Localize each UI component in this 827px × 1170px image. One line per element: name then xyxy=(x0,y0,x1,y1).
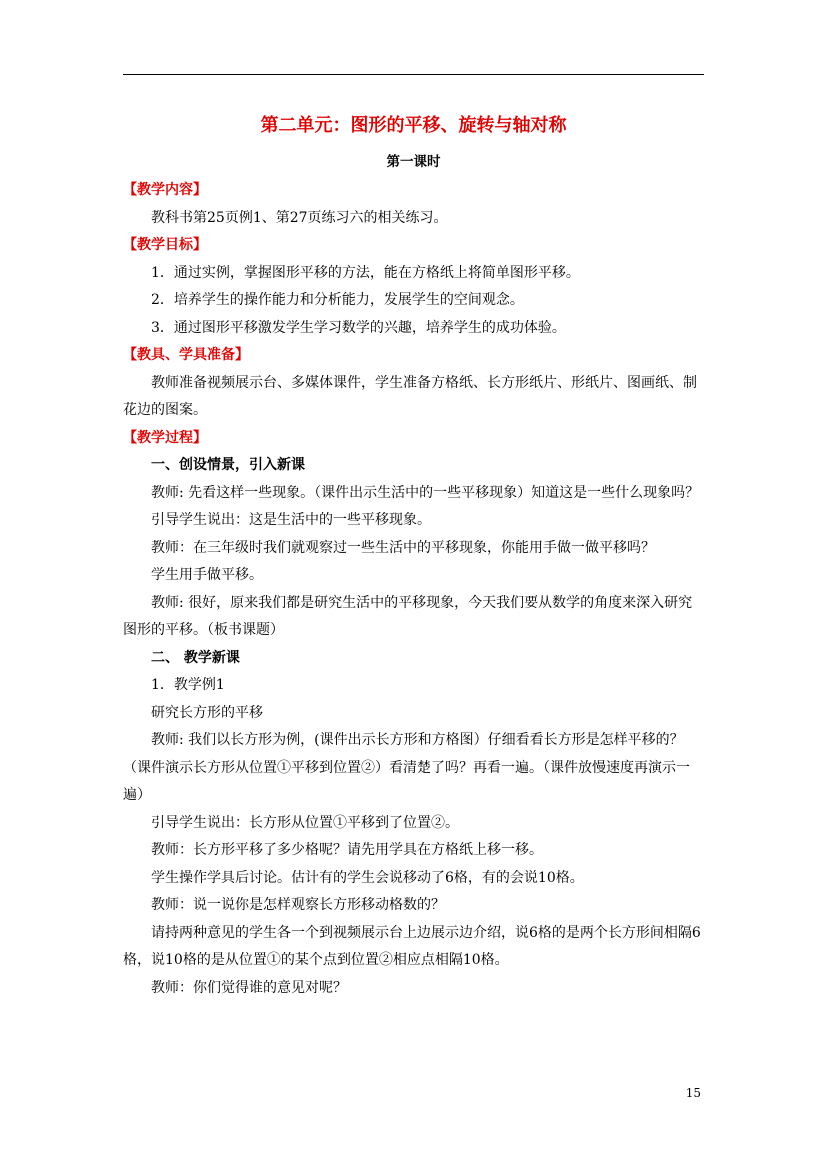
heading-goals: 【教学目标】 xyxy=(123,237,207,253)
paragraph: 引导学生说出：这是生活中的一些平移现象。 xyxy=(151,512,431,528)
paragraph: 教师: 我们以长方形为例，(课件出示长方形和方格图）仔细看看长方形是怎样平移的？（课件演示长方形从位置①平移到位置②）看清楚了吗？再看一遍。（课件放慢速度再演示一遍） xyxy=(123,732,690,803)
page-title: 第二单元：图形的平移、旋转与轴对称 xyxy=(260,115,567,136)
page-number: 15 xyxy=(685,1086,701,1100)
paragraph: 教师: 很好，原来我们都是研究生活中的平移现象，今天我们要从数学的角度来深入研究图形的平移。（板书课题） xyxy=(123,594,693,638)
document-body xyxy=(123,177,704,1002)
paragraph: 教师：长方形平移了多少格呢？请先用学具在方格纸上移一移。 xyxy=(151,842,543,858)
paragraph: 学生操作学具后讨论。估计有的学生会说移动了6格，有的会说10格。 xyxy=(151,869,584,886)
section-heading-1: 一、创设情景，引入新课 xyxy=(151,457,305,473)
header-rule xyxy=(123,74,704,75)
paragraph-content: 教科书第25页例1、第27页练习六的相关练习。 xyxy=(151,209,448,226)
paragraph: 请持两种意见的学生各一个到视频展示台上边展示边介绍，说6格的是两个长方形间相隔6格，说10格的是从位置①的某个点到位置②相应点相隔10格。 xyxy=(123,924,701,968)
heading-process: 【教学过程】 xyxy=(123,429,207,446)
goal-item-1: 1．通过实例，掌握图形平移的方法，能在方格纸上将简单图形平移。 xyxy=(151,264,580,281)
paragraph: 教师：说一说你是怎样观察长方形移动格数的？ xyxy=(151,897,445,913)
paragraph: 引导学生说出：长方形从位置①平移到了位置②。 xyxy=(151,814,459,831)
goal-item-2: 2．培养学生的操作能力和分析能力，发展学生的空间观念。 xyxy=(151,292,524,308)
heading-content: 【教学内容】 xyxy=(123,182,207,198)
paragraph: 1．教学例1 xyxy=(151,677,225,693)
goal-item-3: 3．通过图形平移激发学生学习数学的兴趣，培养学生的成功体验。 xyxy=(151,319,566,336)
paragraph: 教师: 先看这样一些现象。（课件出示生活中的一些平移现象）知道这是一些什么现象吗？ xyxy=(151,484,700,501)
heading-prep: 【教具、学具准备】 xyxy=(123,347,249,363)
paragraph: 教师：你们觉得谁的意见对呢？ xyxy=(151,979,347,996)
paragraph: 学生用手做平移。 xyxy=(151,567,263,583)
section-heading-2: 二、 教学新课 xyxy=(151,649,240,666)
paragraph-prep: 教师准备视频展示台、多媒体课件，学生准备方格纸、长方形纸片、形纸片、图画纸、制花边的图案。 xyxy=(123,374,697,418)
paragraph: 研究长方形的平移 xyxy=(151,704,263,721)
page-subtitle: 第一课时 xyxy=(386,154,441,170)
paragraph: 教师：在三年级时我们就观察过一些生活中的平移现象，你能用手做一做平移吗？ xyxy=(151,539,655,556)
